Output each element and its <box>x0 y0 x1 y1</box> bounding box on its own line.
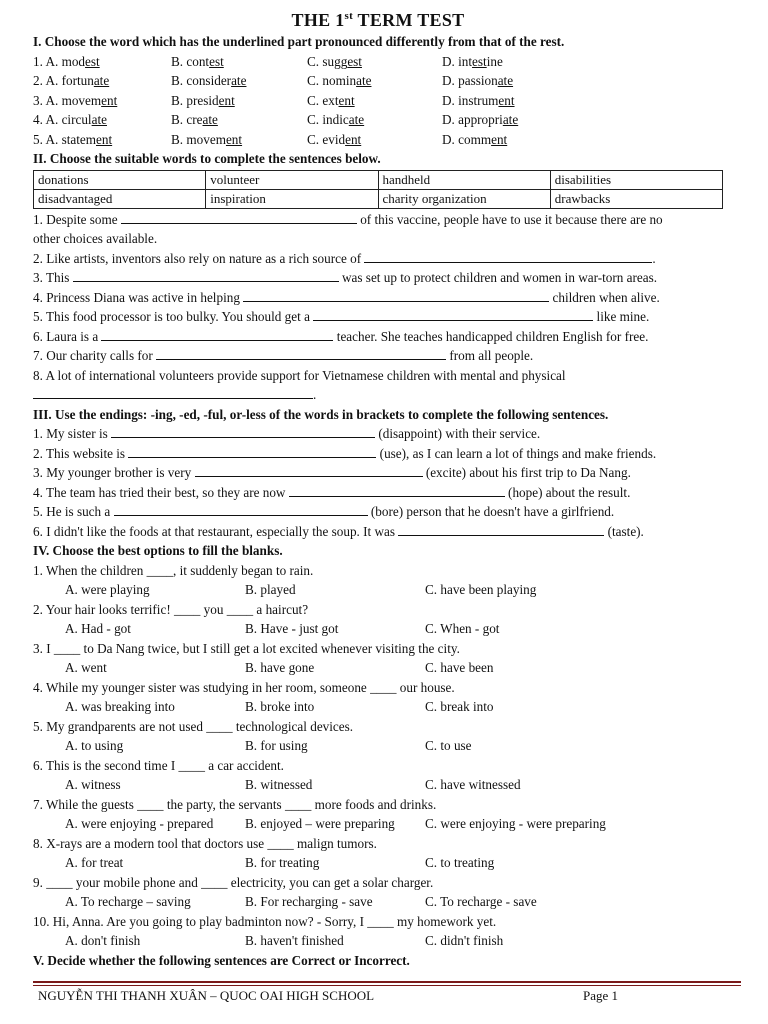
s1-question-row <box>33 71 723 91</box>
word-bank-cell: donations <box>34 170 206 189</box>
word-bank-cell: charity organization <box>378 189 550 208</box>
answer-option[interactable]: C. To recharge - save <box>425 894 537 909</box>
answer-option[interactable]: A. were enjoying - prepared <box>65 816 214 831</box>
answer-option[interactable]: A. Had - got <box>65 621 131 636</box>
s1-question-row <box>33 52 723 72</box>
word-bank-table <box>33 170 723 209</box>
word-option: D. instrument <box>442 92 515 108</box>
answer-option[interactable]: C. break into <box>425 699 494 714</box>
section-1-rows <box>33 52 723 150</box>
section-4-items <box>33 561 723 951</box>
s3-question-4: 4. The team has tried their best, so they are now (hope) about the result. <box>33 484 631 500</box>
s4-options <box>33 619 723 639</box>
s4-options <box>33 775 723 795</box>
footer-rule <box>33 981 741 983</box>
word-option: D. comment <box>442 131 508 147</box>
answer-blank[interactable] <box>243 289 549 302</box>
answer-option[interactable]: A. were playing <box>65 582 150 597</box>
s3-question-3: 3. My younger brother is very (excite) about his first trip to Da Nang. <box>33 465 631 480</box>
answer-blank[interactable] <box>73 269 339 282</box>
answer-option[interactable]: C. When - got <box>425 621 500 636</box>
s4-options <box>33 580 723 600</box>
s2-question-8-cont: . <box>33 385 723 405</box>
s4-question: 6. This is the second time I ____ a car accident. <box>33 757 284 773</box>
answer-blank[interactable] <box>364 250 652 263</box>
answer-option[interactable]: B. witnessed <box>245 777 313 792</box>
answer-option[interactable]: A. for treat <box>65 855 124 870</box>
answer-option[interactable]: B. for using <box>245 738 308 753</box>
word-option: C. evident <box>307 131 362 147</box>
word-option: B. considerate <box>171 73 247 88</box>
answer-blank[interactable] <box>121 211 357 224</box>
answer-option[interactable]: C. have been <box>425 660 494 675</box>
s4-options <box>33 853 723 873</box>
answer-option[interactable]: C. to use <box>425 738 472 753</box>
answer-option[interactable]: A. To recharge – saving <box>65 894 191 909</box>
page-number: Page 1 <box>583 988 619 1003</box>
answer-blank[interactable] <box>398 523 604 536</box>
s3-question-6: 6. I didn't like the foods at that restaurant, especially the soup. It was (taste). <box>33 523 644 539</box>
s4-question: 4. While my younger sister was studying in her room, someone ____ our house. <box>33 679 455 695</box>
s1-question-row <box>33 130 723 150</box>
section-5-heading: V. Decide whether the following sentences are Correct or Incorrect. <box>33 952 410 968</box>
answer-option[interactable]: C. were enjoying - were preparing <box>425 816 606 831</box>
answer-blank[interactable] <box>111 425 375 438</box>
s2-question-7: 7. Our charity calls for from all people. <box>33 348 534 363</box>
answer-blank[interactable] <box>313 308 593 321</box>
answer-option[interactable]: C. to treating <box>425 855 495 870</box>
s2-question-5: 5. This food processor is too bulky. You should get a like mine. <box>33 309 650 324</box>
word-bank-cell: handheld <box>378 170 550 189</box>
answer-option[interactable]: A. don't finish <box>65 933 141 948</box>
answer-blank[interactable] <box>114 503 368 516</box>
section-1-heading: I. Choose the word which has the underlined part pronounced differently from that of the rest. <box>33 34 565 49</box>
test-page <box>33 8 723 970</box>
s1-question-row <box>33 110 723 130</box>
word-bank-cell: disabilities <box>550 170 722 189</box>
s4-options <box>33 736 723 756</box>
word-option: C. indicate <box>307 112 365 127</box>
answer-option[interactable]: C. didn't finish <box>425 933 504 948</box>
s4-question: 1. When the children ____, it suddenly began to rain. <box>33 562 314 578</box>
s2-question-3: 3. This was set up to protect children and women in war-torn areas. <box>33 270 658 285</box>
s3-question-5: 5. He is such a (bore) person that he doesn't have a girlfriend. <box>33 504 615 519</box>
answer-blank[interactable] <box>156 347 446 360</box>
word-option: B. create <box>171 112 218 127</box>
s2-question-6: 6. Laura is a teacher. She teaches handicapped children English for free. <box>33 328 649 344</box>
s4-question: 5. My grandparents are not used ____ technological devices. <box>33 718 354 734</box>
page-title: THE 1st TERM TEST <box>291 10 465 30</box>
answer-option[interactable]: C. have been playing <box>425 582 537 597</box>
word-bank-cell: volunteer <box>206 170 378 189</box>
answer-option[interactable]: A. witness <box>65 777 121 792</box>
section-4-heading: IV. Choose the best options to fill the blanks. <box>33 543 283 558</box>
s4-question: 3. I ____ to Da Nang twice, but I still get a lot excited whenever visiting the city. <box>33 640 460 656</box>
word-option: C. nominate <box>307 73 372 88</box>
s4-options <box>33 892 723 912</box>
section-3-heading: III. Use the endings: -ing, -ed, -ful, or-less of the words in brackets to complete the following sentences. <box>33 406 609 422</box>
word-option: 3. A. movement <box>33 92 118 108</box>
s2-question-4: 4. Princess Diana was active in helping children when alive. <box>33 289 660 305</box>
answer-option[interactable]: B. For recharging - save <box>245 894 373 909</box>
s4-question: 2. Your hair looks terrific! ____ you ____ a haircut? <box>33 601 309 617</box>
word-option: 4. A. circulate <box>33 112 107 127</box>
s2-question-1: 1. Despite some of this vaccine, people have to use it because there are no <box>33 211 663 227</box>
answer-blank[interactable] <box>128 445 376 458</box>
s1-question-row <box>33 91 723 111</box>
answer-option[interactable]: B. enjoyed – were preparing <box>245 816 395 831</box>
s4-options <box>33 697 723 717</box>
answer-blank[interactable] <box>289 484 505 497</box>
word-option: D. passionate <box>442 73 514 88</box>
s4-question: 10. Hi, Anna. Are you going to play badminton now? - Sorry, I ____ my homework yet. <box>33 913 497 929</box>
s4-question: 8. X-rays are a modern tool that doctors use ____ malign tumors. <box>33 835 377 851</box>
word-option: 5. A. statement <box>33 131 113 147</box>
word-bank-cell: inspiration <box>206 189 378 208</box>
word-option: B. movement <box>171 131 243 147</box>
answer-option[interactable]: A. went <box>65 660 107 675</box>
s4-options <box>33 814 723 834</box>
answer-blank[interactable] <box>33 386 313 399</box>
word-bank-cell: drawbacks <box>550 189 722 208</box>
word-option: D. appropriate <box>442 112 519 127</box>
answer-option[interactable]: A. was breaking into <box>65 699 175 714</box>
word-bank-cell: disadvantaged <box>34 189 206 208</box>
word-option: D. intestine <box>442 53 503 69</box>
answer-blank[interactable] <box>101 328 333 341</box>
s3-question-2: 2. This website is (use), as I can learn a lot of things and make friends. <box>33 445 657 461</box>
answer-option[interactable]: B. Have - just got <box>245 621 339 636</box>
answer-option[interactable]: B. broke into <box>245 699 315 714</box>
s3-question-1: 1. My sister is (disappoint) with their service. <box>33 426 541 441</box>
s2-question-2: 2. Like artists, inventors also rely on nature as a rich source of . <box>33 250 656 266</box>
answer-option[interactable]: B. for treating <box>245 855 320 870</box>
section-2-heading: II. Choose the suitable words to complete the sentences below. <box>33 151 381 166</box>
word-option: 1. A. modest <box>33 53 100 69</box>
answer-option[interactable]: B. haven't finished <box>245 933 344 948</box>
word-bank-row <box>34 189 723 208</box>
s4-options <box>33 931 723 951</box>
word-option: B. contest <box>171 53 224 69</box>
s4-question: 9. ____ your mobile phone and ____ electricity, you can get a solar charger. <box>33 874 434 890</box>
answer-blank[interactable] <box>195 464 423 477</box>
word-option: B. president <box>171 92 235 108</box>
s4-options <box>33 658 723 678</box>
footer-rule <box>33 985 741 986</box>
s2-question-8: 8. A lot of international volunteers provide support for Vietnamese children with mental and physical <box>33 367 566 383</box>
word-option: C. suggest <box>307 53 362 69</box>
word-option: C. extent <box>307 92 355 108</box>
answer-option[interactable]: B. played <box>245 582 296 597</box>
answer-option[interactable]: B. have gone <box>245 660 315 675</box>
word-option: 2. A. fortunate <box>33 73 110 88</box>
answer-option[interactable]: A. to using <box>65 738 124 753</box>
word-bank-row <box>34 170 723 189</box>
s4-question: 7. While the guests ____ the party, the servants ____ more foods and drinks. <box>33 796 437 812</box>
footer-author: NGUYỄN THI THANH XUÂN – QUOC OAI HIGH SCHOOL <box>38 988 375 1003</box>
s2-question-1-cont: other choices available. <box>33 231 158 246</box>
answer-option[interactable]: C. have witnessed <box>425 777 521 792</box>
